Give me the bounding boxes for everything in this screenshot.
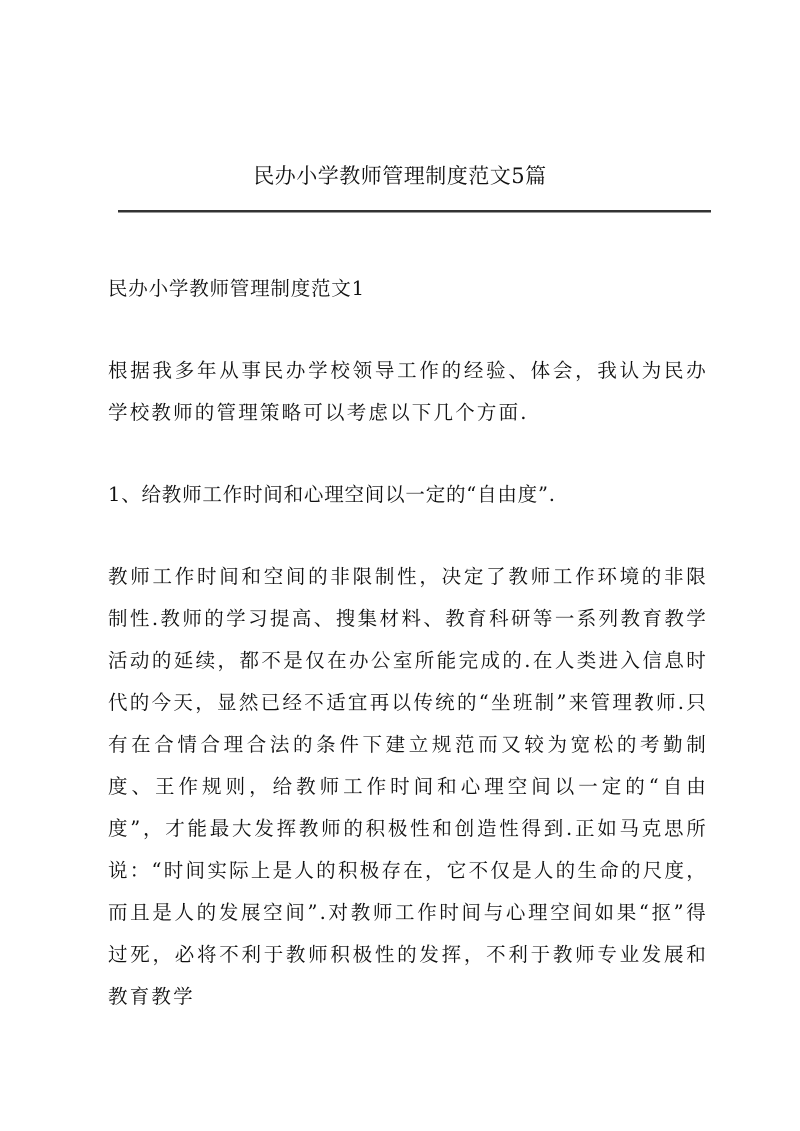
document-body bbox=[108, 268, 708, 1058]
title-underline-rule bbox=[118, 210, 711, 213]
intro-paragraph: 根据我多年从事民办学校领导工作的经验、体会，我认为民办学校教师的管理策略可以考虑以下几个方面. bbox=[108, 359, 708, 424]
point-heading: 1、给教师工作时间和心理空间以一定的“自由度”. bbox=[108, 483, 556, 506]
document-title: 民办小学教师管理制度范文5篇 bbox=[253, 164, 547, 188]
body-paragraph: 教师工作时间和空间的非限制性，决定了教师工作环境的非限制性.教师的学习提高、搜集材料、教育科研等一系列教育教学活动的延续，都不是仅在办公室所能完成的.在人类进入信息时代的今天，显然已经不适宜再以传统的“坐班制”来管理教师.只有在合情合理合法的条件下建立规范而又较为宽松的考勤制度、王作规则，给教师工作时间和心理空间以一定的“自由度”，才能最大发挥教师的积极性和创造性得到.正如马克思所说：“时间实际上是人的积极存在，它不仅是人的生命的尺度，而且是人的发展空间”.对教师工作时间与心理空间如果“抠”得过死，必将不利于教师积极性的发挥，不利于教师专业发展和教育教学 bbox=[108, 565, 708, 1008]
section-heading: 民办小学教师管理制度范文1 bbox=[108, 277, 365, 300]
